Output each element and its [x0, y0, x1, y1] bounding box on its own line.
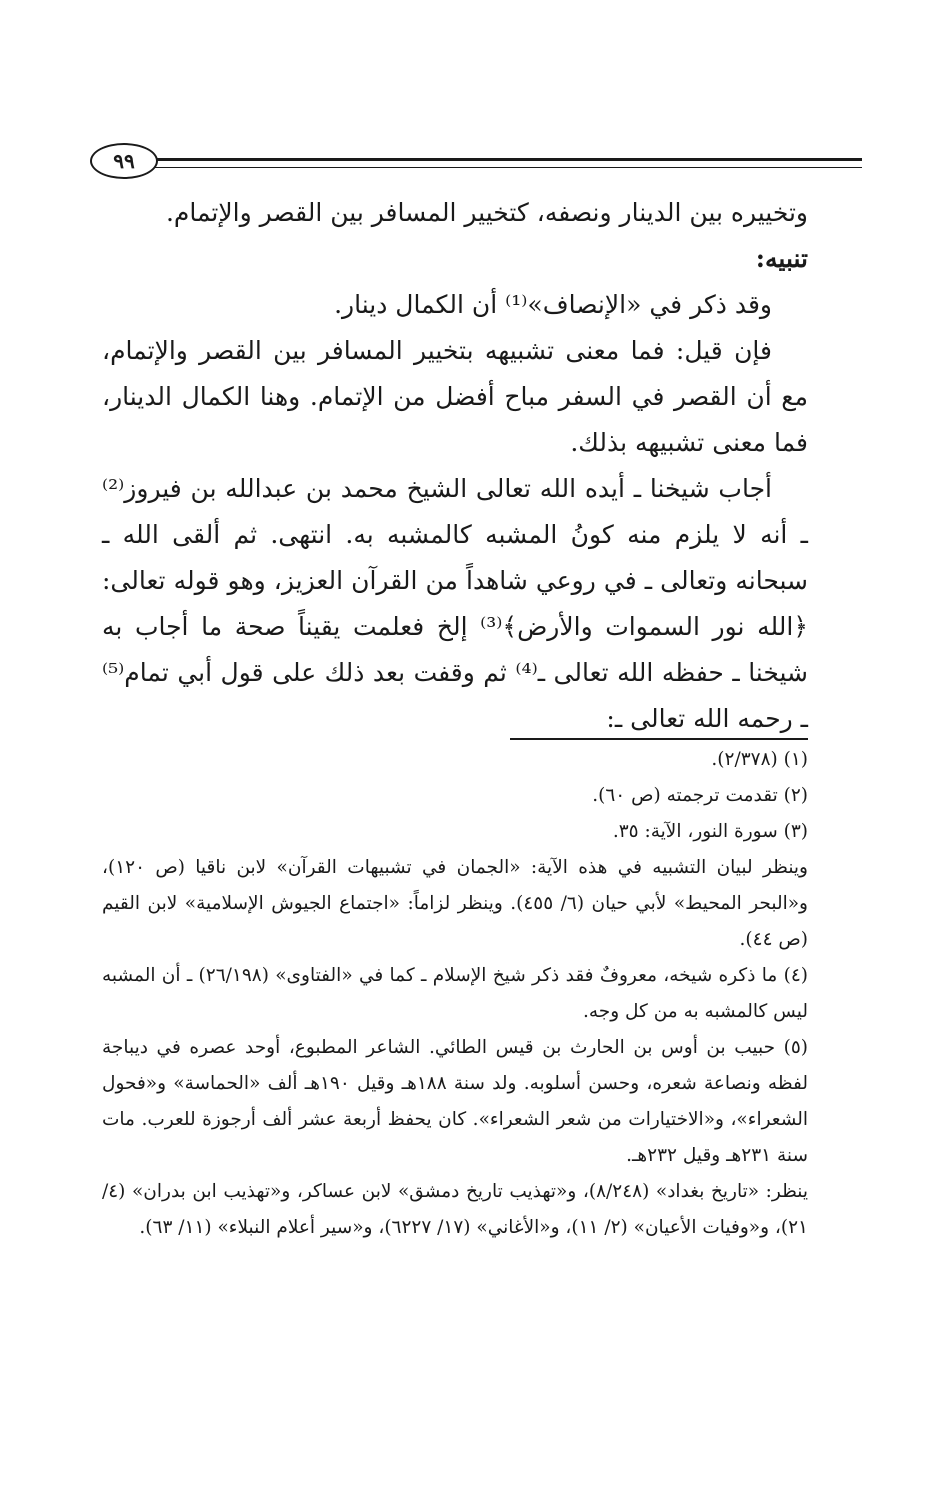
footnote-5-continued: ينظر: «تاريخ بغداد» (٨/٢٤٨)، و«تهذيب تاريخ دمشق» لابن عساكر، و«تهذيب ابن بدران» (٤/ ٢١)، و«وفيات الأعيان» (٢/ ١١)، و«الأغاني» (١٧/ ٦٢٢٧)، و«سير أعلام النبلاء» (١١/ ٦٣). [102, 1181, 808, 1238]
paragraph-1: وقد ذكر في «الإنصاف»⁽¹⁾ أن الكمال دينار. [334, 290, 772, 319]
section-heading: تنبيه: [755, 244, 808, 273]
footnote-4: (٤) ما ذكره شيخه، معروفٌ فقد ذكر شيخ الإسلام ـ كما في «الفتاوى» (٢٦/١٩٨) ـ أن المشبه ليس كالمشبه به من كل وجه. [102, 965, 809, 1022]
opening-line: وتخييره بين الدينار ونصفه، كتخيير المسافر بين القصر والإتمام. [165, 198, 808, 227]
page-header [90, 143, 862, 179]
footnote-separator [510, 738, 808, 740]
footnote-3: (٣) سورة النور، الآية: ٣٥. [612, 821, 808, 842]
paragraph-2: فإن قيل: فما معنى تشبيهه بتخيير المسافر بين القصر والإتمام، مع أن القصر في السفر مباح أفضل من الإتمام. وهنا الكمال الدينار، فما معنى تشبيهه بذلك. [102, 336, 808, 457]
footnotes [102, 742, 808, 1246]
footnote-1: (١) (٢/٣٧٨). [711, 749, 808, 770]
footnote-3-continued: وينظر لبيان التشبيه في هذه الآية: «الجمان في تشبيهات القرآن» لابن ناقيا (ص ١٢٠)، و«البحر المحيط» لأبي حيان (٦/ ٤٥٥). وينظر لزاماً: «اجتماع الجيوش الإسلامية» لابن القيم (ص ٤٤). [102, 857, 808, 950]
header-rule [150, 158, 862, 168]
paragraph-3: أجاب شيخنا ـ أيده الله تعالى الشيخ محمد بن عبدالله بن فيروز⁽²⁾ ـ أنه لا يلزم منه كونُ المشبه كالمشبه به. انتهى. ثم ألقى الله ـ سبحانه وتعالى ـ في روعي شاهداً من القرآن العزيز، وهو قوله تعالى: ﴿الله نور السموات والأرض﴾⁽³⁾ إلخ فعلمت يقيناً صحة ما أجاب به شيخنا ـ حفظه الله تعالى ـ⁽⁴⁾ ثم وقفت بعد ذلك على قول أبي تمام⁽⁵⁾ ـ رحمه الله تعالى ـ: [102, 474, 808, 733]
footnote-5: (٥) حبيب بن أوس بن الحارث بن قيس الطائي. الشاعر المطبوع، أوحد عصره في ديباجة لفظه ونصاعة شعره، وحسن أسلوبه. ولد سنة ١٨٨هـ وقيل ١٩٠هـ ألف «الحماسة» و«فحول الشعراء»، و«الاختيارات من شعر الشعراء». كان يحفظ أربعة عشر ألف أرجوزة للعرب. مات سنة ٢٣١هـ وقيل ٢٣٢هـ. [102, 1037, 809, 1166]
footnote-2: (٢) تقدمت ترجمته (ص ٦٠). [592, 785, 808, 806]
page-number: ٩٩ [90, 143, 158, 179]
main-text [102, 190, 808, 742]
